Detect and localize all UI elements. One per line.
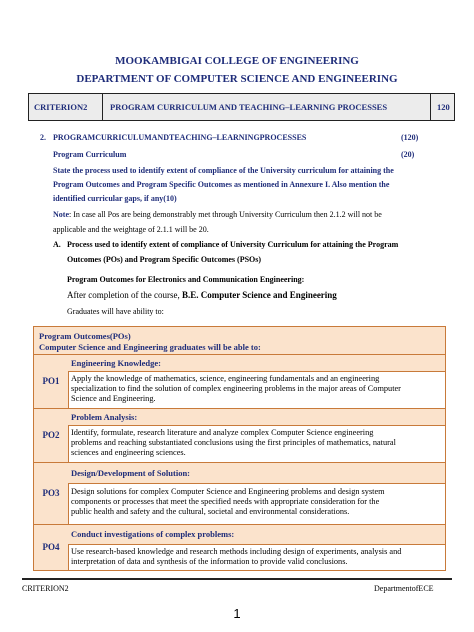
criterion-divider <box>102 94 103 120</box>
po-row-desc <box>68 374 445 404</box>
note-block <box>53 210 382 219</box>
note-line: applicable and the weightage of 2.1.1 will be 20. <box>53 225 209 234</box>
state-line: identified curricular gaps, if any(10) <box>53 194 177 203</box>
desc-line: Use research-based knowledge and research methods including design of experiments, analysis and <box>71 547 402 556</box>
po-header-title: Program Outcomes(POs) <box>39 331 131 341</box>
desc-line: sciences and engineering sciences. <box>71 448 186 457</box>
row-divider <box>68 371 445 372</box>
item-a-marker: A. <box>53 240 61 249</box>
po-row-title: Conduct investigations of complex problems: <box>68 525 445 544</box>
po-for-heading: Program Outcomes for Electronics and Communication Engineering: <box>67 275 305 284</box>
note-label: Note <box>53 210 69 219</box>
desc-line: public health and safety and the cultural, societal and environmental considerations. <box>71 507 350 516</box>
subsection-marks: (20) <box>401 150 415 159</box>
item-a-line: Outcomes (POs) and Program Specific Outcomes (PSOs) <box>67 255 262 264</box>
po-row-title: Problem Analysis: <box>68 409 445 425</box>
po-row-label: PO1 <box>34 355 68 408</box>
section-title: PROGRAMCURRICULUMANDTEACHING–LEARNINGPROCESSES <box>53 133 307 142</box>
po-table-header <box>34 327 445 355</box>
desc-line: Identify, formulate, research literature and analyze complex Computer Science engineering <box>71 428 374 437</box>
course-name: B.E. Computer Science and Engineering <box>181 290 337 300</box>
state-line: State the process used to identify extent of compliance of the University curriculum for attaining the <box>53 166 394 175</box>
row-divider <box>68 425 445 426</box>
po-row-desc <box>68 487 445 517</box>
section-marks: (120) <box>401 133 419 142</box>
po-header-subtitle: Computer Science and Engineering graduates will be able to: <box>39 342 261 352</box>
po-row-label: PO2 <box>34 409 68 462</box>
page-number: 1 <box>233 606 241 621</box>
po-row-desc <box>68 547 445 567</box>
row-divider <box>68 483 445 484</box>
program-outcomes-table <box>33 326 446 571</box>
graduates-line: Graduates will have ability to: <box>67 307 164 316</box>
footer-department: DepartmentofECE <box>374 584 434 593</box>
footer-criterion: CRITERION2 <box>22 584 69 593</box>
criterion-title: PROGRAM CURRICULUM AND TEACHING–LEARNING PROCESSES <box>110 102 388 112</box>
desc-line: Apply the knowledge of mathematics, science, engineering fundamentals and an engineering <box>71 374 380 383</box>
po-row-title: Engineering Knowledge: <box>68 355 445 371</box>
item-a-line: Process used to identify extent of compliance of University Curriculum for attaining the Program <box>67 240 399 249</box>
subsection-title: Program Curriculum <box>53 150 127 159</box>
criterion-divider <box>430 94 431 120</box>
after-prefix: After completion of the course, <box>67 290 182 300</box>
department-name: DEPARTMENT OF COMPUTER SCIENCE AND ENGINEERING <box>76 73 398 85</box>
desc-line: interpretation of data and synthesis of the information to provide valid conclusions. <box>71 557 348 566</box>
desc-line: specialization to find the solution of complex engineering problems in the major areas of Computer <box>71 384 401 393</box>
desc-line: Design solutions for complex Computer Science and Engineering problems and design system <box>71 487 385 496</box>
po-row-desc <box>68 428 445 458</box>
note-line: : In case all Pos are being demonstrably met through University Curriculum then 2.1.2 will not be <box>69 210 382 219</box>
desc-line: Science and Engineering. <box>71 394 156 403</box>
section-number: 2. <box>40 133 46 142</box>
po-row-title: Design/Development of Solution: <box>68 463 445 483</box>
desc-line: components or processes that meet the specified needs with appropriate consideration for the <box>71 497 380 506</box>
state-line: Program Outcomes and Program Specific Outcomes as mentioned in Annexure I. Also mention the <box>53 180 390 189</box>
college-name: MOOKAMBIGAI COLLEGE OF ENGINEERING <box>115 55 359 67</box>
criterion-marks: 120 <box>437 102 450 112</box>
after-completion-line <box>67 290 337 300</box>
desc-line: problems and reaching substantiated conclusions using the first principles of mathematics, natural <box>71 438 396 447</box>
po-row-label: PO3 <box>34 463 68 524</box>
criterion-code: CRITERION2 <box>34 102 88 112</box>
po-row-label: PO4 <box>34 525 68 570</box>
footer-rule <box>22 578 452 580</box>
row-divider <box>68 544 445 545</box>
criterion-banner <box>28 93 455 121</box>
